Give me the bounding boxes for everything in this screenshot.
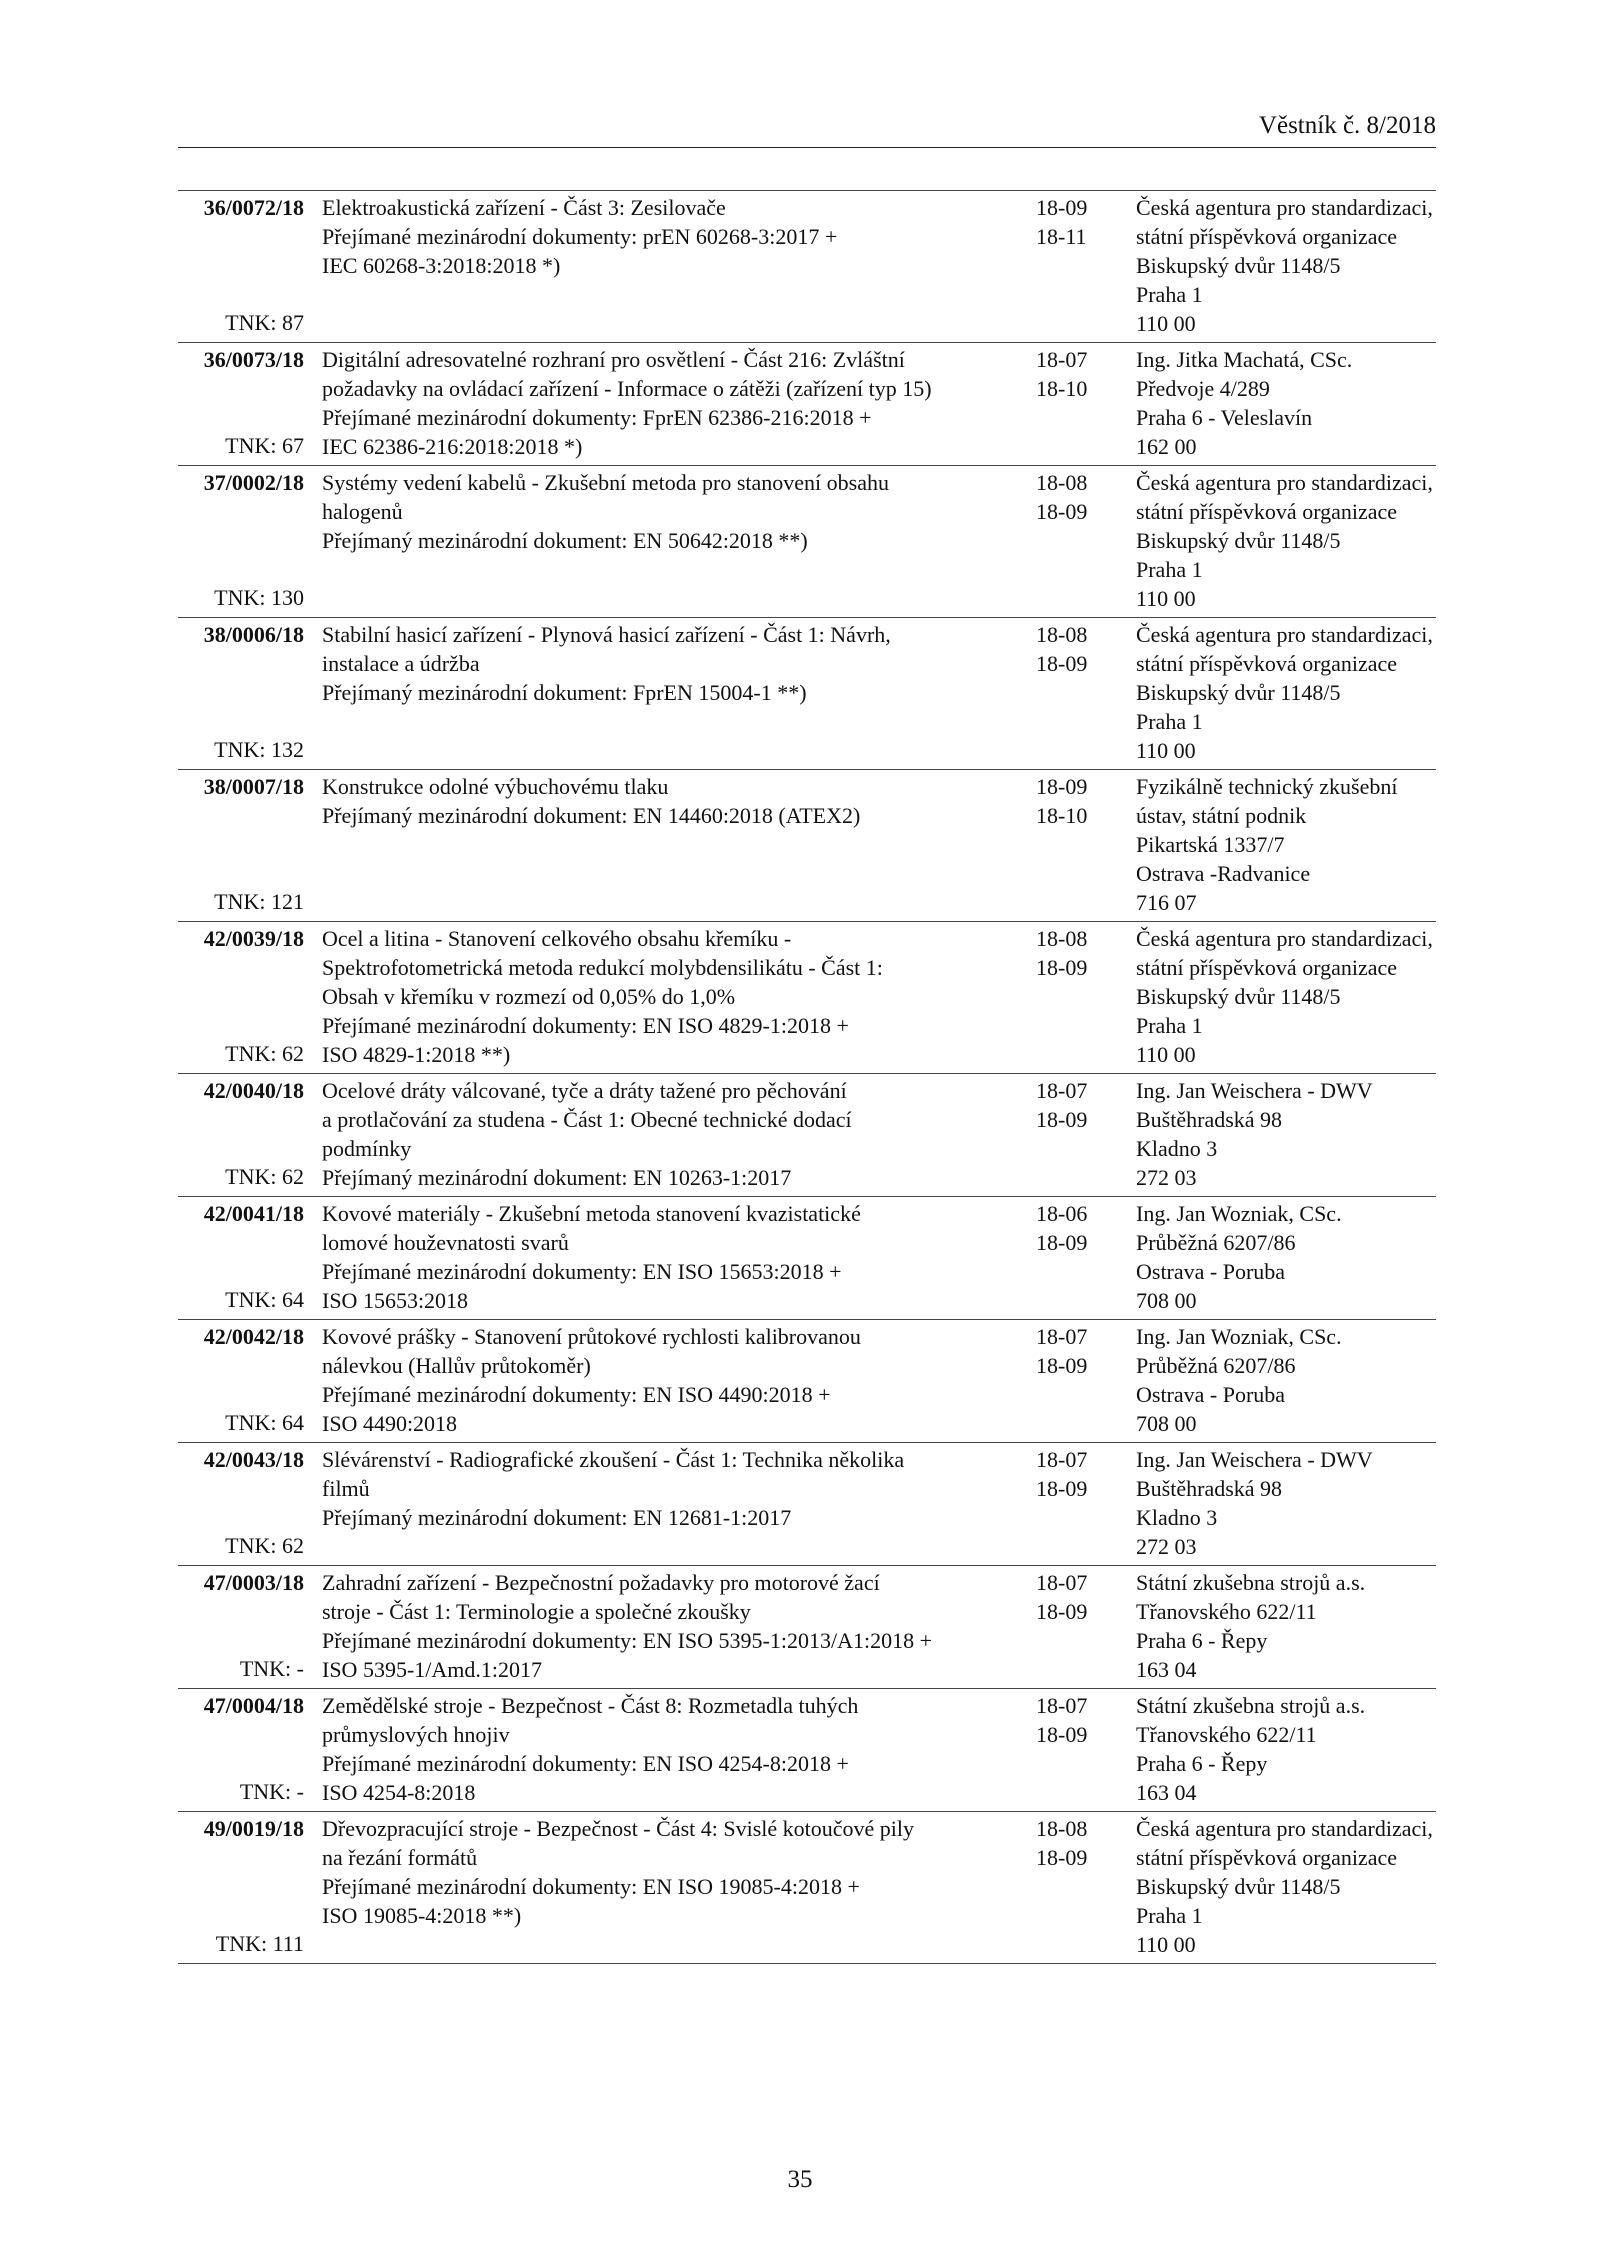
address-line: Předvoje 4/289 bbox=[1136, 376, 1270, 401]
description-line: ISO 4829-1:2018 **) bbox=[322, 1042, 511, 1067]
address-line: Biskupský dvůr 1148/5 bbox=[1136, 253, 1341, 278]
description-line: Zemědělské stroje - Bezpečnost - Část 8: Rozmetadla tuhých bbox=[322, 1693, 859, 1718]
address-line: 110 00 bbox=[1136, 738, 1196, 763]
entry-description-cell bbox=[304, 1443, 1036, 1566]
description-line: Přejímaný mezinárodní dokument: EN 50642:2018 **) bbox=[322, 528, 808, 553]
description-line: Přejímané mezinárodní dokumenty: EN ISO 19085-4:2018 + bbox=[322, 1874, 860, 1899]
entry-number: 47/0004/18 bbox=[203, 1693, 304, 1718]
entry-description-cell bbox=[304, 618, 1036, 770]
entry-number: 42/0043/18 bbox=[203, 1447, 304, 1472]
address-line: Pikartská 1337/7 bbox=[1136, 832, 1285, 857]
description-line: Digitální adresovatelné rozhraní pro osvětlení - Část 216: Zvláštní bbox=[322, 347, 905, 372]
table-row bbox=[178, 922, 1436, 1074]
entry-number: 37/0002/18 bbox=[203, 470, 304, 495]
address-line: Ostrava - Poruba bbox=[1136, 1382, 1286, 1407]
date-line: 18-07 bbox=[1036, 1078, 1088, 1103]
date-line: 18-09 bbox=[1036, 1353, 1088, 1378]
table-row bbox=[178, 191, 1436, 343]
table-row bbox=[178, 1320, 1436, 1443]
address-line: Ostrava -Radvanice bbox=[1136, 861, 1311, 886]
address-line: Ing. Jan Weischera - DWV bbox=[1136, 1078, 1373, 1103]
description-line: Přejímané mezinárodní dokumenty: EN ISO 4829-1:2018 + bbox=[322, 1013, 849, 1038]
table-row bbox=[178, 618, 1436, 770]
entry-tnk: TNK: 132 bbox=[214, 737, 304, 762]
entry-address-cell bbox=[1136, 1689, 1436, 1812]
address-line: 110 00 bbox=[1136, 1042, 1196, 1067]
description-line: požadavky na ovládací zařízení - Informace o zátěži (zařízení typ 15) bbox=[322, 376, 932, 401]
entry-number: 36/0072/18 bbox=[203, 195, 304, 220]
entry-tnk: TNK: 64 bbox=[225, 1410, 304, 1435]
entry-id-cell bbox=[178, 1197, 304, 1320]
date-line: 18-11 bbox=[1036, 224, 1087, 249]
entry-dates-cell bbox=[1036, 343, 1136, 466]
description-line: Přejímaný mezinárodní dokument: FprEN 15004-1 **) bbox=[322, 680, 807, 705]
description-line: ISO 4254-8:2018 bbox=[322, 1780, 476, 1805]
entry-description-cell bbox=[304, 343, 1036, 466]
address-line: 110 00 bbox=[1136, 1932, 1196, 1957]
address-line: 110 00 bbox=[1136, 311, 1196, 336]
entry-description-cell bbox=[304, 770, 1036, 922]
address-line: Buštěhradská 98 bbox=[1136, 1476, 1283, 1501]
address-line: státní příspěvková organizace bbox=[1136, 224, 1398, 249]
address-line: Kladno 3 bbox=[1136, 1136, 1218, 1161]
table-row bbox=[178, 1074, 1436, 1197]
address-line: Státní zkušebna strojů a.s. bbox=[1136, 1570, 1366, 1595]
date-line: 18-09 bbox=[1036, 195, 1088, 220]
description-line: ISO 4490:2018 bbox=[322, 1411, 458, 1436]
address-line: Praha 6 - Řepy bbox=[1136, 1751, 1268, 1776]
entry-tnk: TNK: 62 bbox=[225, 1164, 304, 1189]
address-line: státní příspěvková organizace bbox=[1136, 955, 1398, 980]
entry-tnk: TNK: - bbox=[239, 1779, 304, 1804]
entry-id-cell bbox=[178, 191, 304, 343]
address-line: Ing. Jan Wozniak, CSc. bbox=[1136, 1201, 1342, 1226]
entry-number: 42/0039/18 bbox=[203, 926, 304, 951]
description-line: Dřevozpracující stroje - Bezpečnost - Část 4: Svislé kotoučové pily bbox=[322, 1816, 915, 1841]
description-line: Přejímané mezinárodní dokumenty: prEN 60268-3:2017 + bbox=[322, 224, 838, 249]
description-line: Systémy vedení kabelů - Zkušební metoda pro stanovení obsahu bbox=[322, 470, 889, 495]
address-line: 163 04 bbox=[1136, 1780, 1197, 1805]
address-line: Ing. Jan Weischera - DWV bbox=[1136, 1447, 1373, 1472]
entry-address-cell bbox=[1136, 1566, 1436, 1689]
entry-dates-cell bbox=[1036, 1443, 1136, 1566]
entry-description-cell bbox=[304, 1812, 1036, 1964]
entry-number: 42/0040/18 bbox=[203, 1078, 304, 1103]
entry-description-cell bbox=[304, 1197, 1036, 1320]
address-line: 716 07 bbox=[1136, 890, 1197, 915]
entry-tnk: TNK: 62 bbox=[225, 1041, 304, 1066]
address-line: Průběžná 6207/86 bbox=[1136, 1230, 1296, 1255]
entry-tnk: TNK: 130 bbox=[214, 585, 304, 610]
description-line: IEC 60268-3:2018:2018 *) bbox=[322, 253, 561, 278]
description-line: průmyslových hnojiv bbox=[322, 1722, 510, 1747]
entry-dates-cell bbox=[1036, 618, 1136, 770]
date-line: 18-06 bbox=[1036, 1201, 1088, 1226]
entry-address-cell bbox=[1136, 1443, 1436, 1566]
header-title: Věstník č. 8/2018 bbox=[1258, 112, 1436, 139]
date-line: 18-08 bbox=[1036, 622, 1088, 647]
description-line: lomové houževnatosti svarů bbox=[322, 1230, 569, 1255]
entry-id-cell bbox=[178, 922, 304, 1074]
address-line: 162 00 bbox=[1136, 434, 1197, 459]
description-line: IEC 62386-216:2018:2018 *) bbox=[322, 434, 583, 459]
table-row bbox=[178, 1812, 1436, 1964]
address-line: 708 00 bbox=[1136, 1411, 1197, 1436]
entry-address-cell bbox=[1136, 343, 1436, 466]
entry-number: 42/0042/18 bbox=[203, 1324, 304, 1349]
entry-id-cell bbox=[178, 1074, 304, 1197]
address-line: Biskupský dvůr 1148/5 bbox=[1136, 1874, 1341, 1899]
date-line: 18-08 bbox=[1036, 1816, 1088, 1841]
entry-address-cell bbox=[1136, 1197, 1436, 1320]
address-line: Praha 1 bbox=[1136, 709, 1203, 734]
entry-dates-cell bbox=[1036, 1320, 1136, 1443]
entry-id-cell bbox=[178, 1566, 304, 1689]
description-line: podmínky bbox=[322, 1136, 412, 1161]
description-line: Spektrofotometrická metoda redukcí molybdensilikátu - Část 1: bbox=[322, 955, 883, 980]
date-line: 18-09 bbox=[1036, 1107, 1088, 1132]
address-line: 272 03 bbox=[1136, 1534, 1197, 1559]
entry-dates-cell bbox=[1036, 1074, 1136, 1197]
address-line: Průběžná 6207/86 bbox=[1136, 1353, 1296, 1378]
description-line: Konstrukce odolné výbuchovému tlaku bbox=[322, 774, 669, 799]
entry-id-cell bbox=[178, 466, 304, 618]
entry-address-cell bbox=[1136, 1812, 1436, 1964]
table-row bbox=[178, 1689, 1436, 1812]
entry-description-cell bbox=[304, 1320, 1036, 1443]
entry-tnk: TNK: 111 bbox=[215, 1931, 304, 1956]
entry-tnk: TNK: 67 bbox=[225, 433, 304, 458]
date-line: 18-08 bbox=[1036, 926, 1088, 951]
address-line: Kladno 3 bbox=[1136, 1505, 1218, 1530]
address-line: Praha 1 bbox=[1136, 557, 1203, 582]
entry-id-cell bbox=[178, 1320, 304, 1443]
description-line: ISO 15653:2018 bbox=[322, 1288, 469, 1313]
address-line: Praha 6 - Veleslavín bbox=[1136, 405, 1313, 430]
entry-description-cell bbox=[304, 1566, 1036, 1689]
address-line: Ing. Jan Wozniak, CSc. bbox=[1136, 1324, 1342, 1349]
entry-address-cell bbox=[1136, 1320, 1436, 1443]
date-line: 18-09 bbox=[1036, 1476, 1088, 1501]
date-line: 18-09 bbox=[1036, 955, 1088, 980]
entry-id-cell bbox=[178, 770, 304, 922]
description-line: Přejímaný mezinárodní dokument: EN 10263-1:2017 bbox=[322, 1165, 792, 1190]
address-line: Česká agentura pro standardizaci, bbox=[1136, 470, 1433, 495]
table-row bbox=[178, 770, 1436, 922]
date-line: 18-10 bbox=[1036, 803, 1088, 828]
address-line: ústav, státní podnik bbox=[1136, 803, 1307, 828]
table-row bbox=[178, 1197, 1436, 1320]
address-line: Ostrava - Poruba bbox=[1136, 1259, 1286, 1284]
description-line: Přejímané mezinárodní dokumenty: EN ISO 4254-8:2018 + bbox=[322, 1751, 849, 1776]
address-line: Praha 1 bbox=[1136, 1013, 1203, 1038]
description-line: Přejímané mezinárodní dokumenty: EN ISO 5395-1:2013/A1:2018 + bbox=[322, 1628, 932, 1653]
entry-description-cell bbox=[304, 1689, 1036, 1812]
entry-tnk: TNK: 87 bbox=[225, 310, 304, 335]
entry-number: 36/0073/18 bbox=[203, 347, 304, 372]
description-line: nálevkou (Hallův průtokoměr) bbox=[322, 1353, 591, 1378]
description-line: Ocel a litina - Stanovení celkového obsahu křemíku - bbox=[322, 926, 792, 951]
date-line: 18-07 bbox=[1036, 1447, 1088, 1472]
address-line: Biskupský dvůr 1148/5 bbox=[1136, 984, 1341, 1009]
entry-address-cell bbox=[1136, 1074, 1436, 1197]
address-line: Praha 1 bbox=[1136, 282, 1203, 307]
address-line: státní příspěvková organizace bbox=[1136, 1845, 1398, 1870]
entry-description-cell bbox=[304, 466, 1036, 618]
entry-dates-cell bbox=[1036, 1689, 1136, 1812]
table-row bbox=[178, 1443, 1436, 1566]
description-line: Stabilní hasicí zařízení - Plynová hasicí zařízení - Část 1: Návrh, bbox=[322, 622, 891, 647]
entry-dates-cell bbox=[1036, 1197, 1136, 1320]
entry-dates-cell bbox=[1036, 1812, 1136, 1964]
entry-address-cell bbox=[1136, 618, 1436, 770]
date-line: 18-09 bbox=[1036, 651, 1088, 676]
entry-description-cell bbox=[304, 1074, 1036, 1197]
description-line: stroje - Část 1: Terminologie a společné zkoušky bbox=[322, 1599, 751, 1624]
entry-dates-cell bbox=[1036, 191, 1136, 343]
description-line: Přejímané mezinárodní dokumenty: FprEN 62386-216:2018 + bbox=[322, 405, 872, 430]
address-line: 163 04 bbox=[1136, 1657, 1197, 1682]
entry-description-cell bbox=[304, 191, 1036, 343]
date-line: 18-09 bbox=[1036, 774, 1088, 799]
description-line: Přejímaný mezinárodní dokument: EN 14460:2018 (ATEX2) bbox=[322, 803, 861, 828]
description-line: a protlačování za studena - Část 1: Obecné technické dodací bbox=[322, 1107, 852, 1132]
date-line: 18-09 bbox=[1036, 1722, 1088, 1747]
entry-address-cell bbox=[1136, 922, 1436, 1074]
table-row bbox=[178, 466, 1436, 618]
table-row bbox=[178, 343, 1436, 466]
address-line: 110 00 bbox=[1136, 586, 1196, 611]
description-line: Zahradní zařízení - Bezpečnostní požadavky pro motorové žací bbox=[322, 1570, 880, 1595]
entry-address-cell bbox=[1136, 770, 1436, 922]
description-line: Ocelové dráty válcované, tyče a dráty tažené pro pěchování bbox=[322, 1078, 847, 1103]
date-line: 18-07 bbox=[1036, 1693, 1088, 1718]
date-line: 18-10 bbox=[1036, 376, 1088, 401]
entry-dates-cell bbox=[1036, 466, 1136, 618]
entry-tnk: TNK: 62 bbox=[225, 1533, 304, 1558]
entry-dates-cell bbox=[1036, 1566, 1136, 1689]
date-line: 18-08 bbox=[1036, 470, 1088, 495]
description-line: Přejímané mezinárodní dokumenty: EN ISO 15653:2018 + bbox=[322, 1259, 842, 1284]
address-line: státní příspěvková organizace bbox=[1136, 651, 1398, 676]
address-line: státní příspěvková organizace bbox=[1136, 499, 1398, 524]
address-line: 272 03 bbox=[1136, 1165, 1197, 1190]
page-header bbox=[178, 112, 1436, 148]
entry-number: 47/0003/18 bbox=[203, 1570, 304, 1595]
description-line: instalace a údržba bbox=[322, 651, 480, 676]
entry-number: 38/0006/18 bbox=[203, 622, 304, 647]
address-line: Česká agentura pro standardizaci, bbox=[1136, 1816, 1433, 1841]
entry-number: 38/0007/18 bbox=[203, 774, 304, 799]
entry-id-cell bbox=[178, 1689, 304, 1812]
address-line: Praha 1 bbox=[1136, 1903, 1203, 1928]
address-line: Biskupský dvůr 1148/5 bbox=[1136, 528, 1341, 553]
description-line: filmů bbox=[322, 1476, 370, 1501]
entry-address-cell bbox=[1136, 191, 1436, 343]
entry-tnk: TNK: - bbox=[239, 1656, 304, 1681]
description-line: Elektroakustická zařízení - Část 3: Zesilovače bbox=[322, 195, 726, 220]
address-line: Fyzikálně technický zkušební bbox=[1136, 774, 1398, 799]
description-line: Kovové materiály - Zkušební metoda stanovení kvazistatické bbox=[322, 1201, 861, 1226]
description-line: na řezání formátů bbox=[322, 1845, 478, 1870]
address-line: Ing. Jitka Machatá, CSc. bbox=[1136, 347, 1353, 372]
entry-address-cell bbox=[1136, 466, 1436, 618]
table-row bbox=[178, 1566, 1436, 1689]
date-line: 18-09 bbox=[1036, 499, 1088, 524]
description-line: Přejímané mezinárodní dokumenty: EN ISO 4490:2018 + bbox=[322, 1382, 831, 1407]
description-line: halogenů bbox=[322, 499, 403, 524]
entry-dates-cell bbox=[1036, 922, 1136, 1074]
description-line: Kovové prášky - Stanovení průtokové rychlosti kalibrovanou bbox=[322, 1324, 861, 1349]
date-line: 18-09 bbox=[1036, 1230, 1088, 1255]
entry-id-cell bbox=[178, 343, 304, 466]
date-line: 18-09 bbox=[1036, 1845, 1088, 1870]
address-line: Praha 6 - Řepy bbox=[1136, 1628, 1268, 1653]
page-number: 35 bbox=[787, 2166, 813, 2193]
entry-tnk: TNK: 121 bbox=[214, 889, 304, 914]
date-line: 18-07 bbox=[1036, 347, 1088, 372]
description-line: Přejímaný mezinárodní dokument: EN 12681-1:2017 bbox=[322, 1505, 792, 1530]
entry-id-cell bbox=[178, 1812, 304, 1964]
date-line: 18-09 bbox=[1036, 1599, 1088, 1624]
address-line: Česká agentura pro standardizaci, bbox=[1136, 622, 1433, 647]
description-line: ISO 19085-4:2018 **) bbox=[322, 1903, 522, 1928]
description-line: ISO 5395-1/Amd.1:2017 bbox=[322, 1657, 542, 1682]
entry-id-cell bbox=[178, 618, 304, 770]
date-line: 18-07 bbox=[1036, 1570, 1088, 1595]
address-line: Česká agentura pro standardizaci, bbox=[1136, 926, 1433, 951]
address-line: Česká agentura pro standardizaci, bbox=[1136, 195, 1433, 220]
standards-table bbox=[178, 190, 1436, 1964]
entry-description-cell bbox=[304, 922, 1036, 1074]
date-line: 18-07 bbox=[1036, 1324, 1088, 1349]
address-line: Biskupský dvůr 1148/5 bbox=[1136, 680, 1341, 705]
entry-tnk: TNK: 64 bbox=[225, 1287, 304, 1312]
address-line: 708 00 bbox=[1136, 1288, 1197, 1313]
entry-id-cell bbox=[178, 1443, 304, 1566]
entry-number: 42/0041/18 bbox=[203, 1201, 304, 1226]
entry-number: 49/0019/18 bbox=[203, 1816, 304, 1841]
address-line: Buštěhradská 98 bbox=[1136, 1107, 1283, 1132]
description-line: Obsah v křemíku v rozmezí od 0,05% do 1,0% bbox=[322, 984, 736, 1009]
entry-dates-cell bbox=[1036, 770, 1136, 922]
address-line: Státní zkušebna strojů a.s. bbox=[1136, 1693, 1366, 1718]
address-line: Třanovského 622/11 bbox=[1136, 1599, 1317, 1624]
description-line: Slévárenství - Radiografické zkoušení - Část 1: Technika několika bbox=[322, 1447, 905, 1472]
address-line: Třanovského 622/11 bbox=[1136, 1722, 1317, 1747]
